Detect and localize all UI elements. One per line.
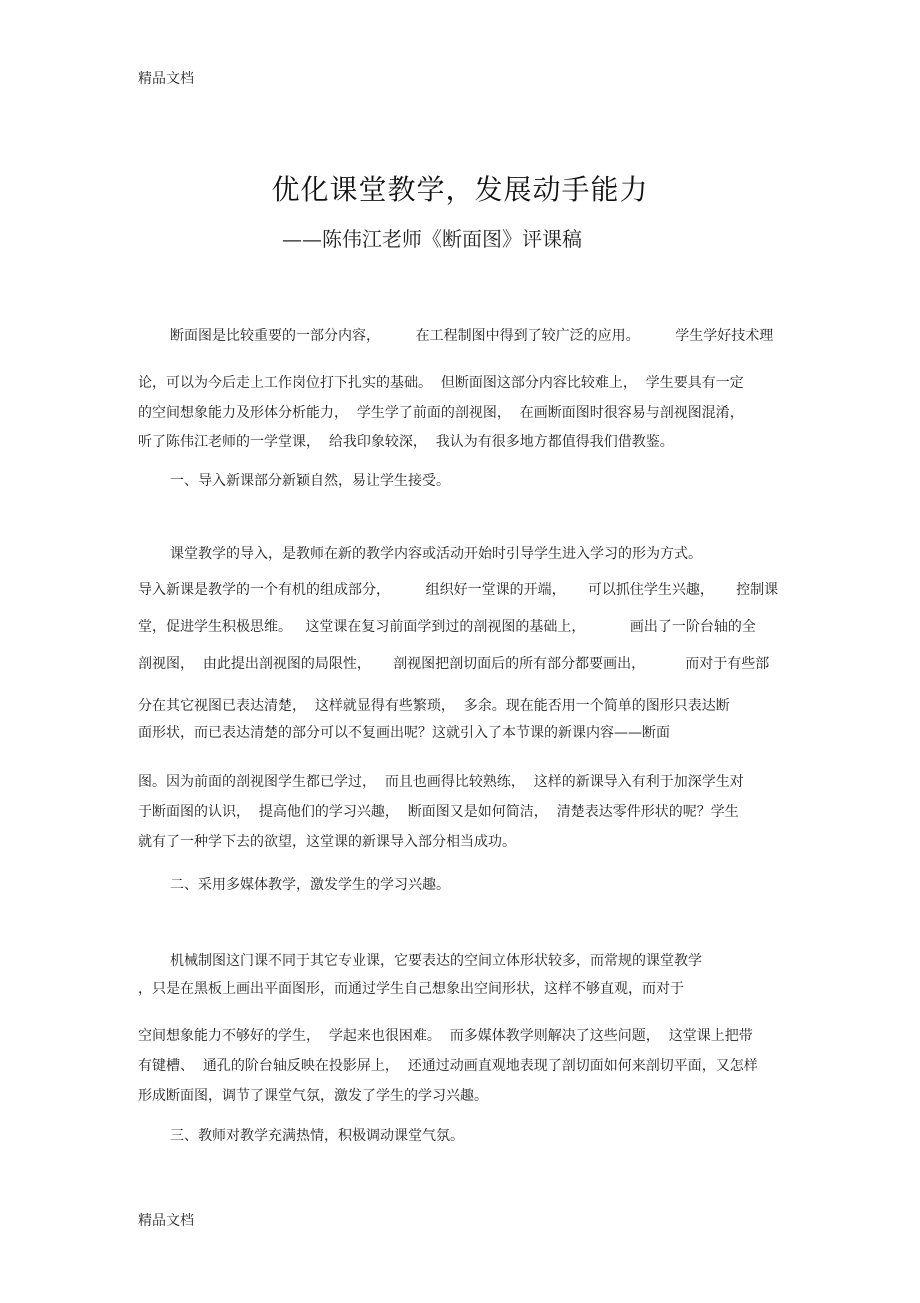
section-heading: 一、导入新课部分新颖自然，易让学生接受。	[170, 473, 450, 489]
page-header-label: 精品文档	[138, 71, 194, 87]
paragraph-line: 空间想象能力不够好的学生， 学起来也很困难。 而多媒体教学则解决了这些问题， 这堂课上把带	[138, 1028, 753, 1044]
paragraph-line: 断面图是比较重要的一部分内容， 在工程制图中得到了较广泛的应用。 学生学好技术理	[170, 328, 774, 344]
article-subtitle: ——陈伟江老师《断面图》评课稿	[282, 227, 582, 251]
paragraph-line: 分在其它视图已表达清楚， 这样就显得有些繁琐， 多余。现在能否用一个简单的图形只表达断	[138, 698, 730, 714]
paragraph-line: 论，可以为今后走上工作岗位打下扎实的基础。 但断面图这部分内容比较难上， 学生要具有一定	[138, 375, 744, 391]
paragraph-line: 形成断面图，调节了课堂气氛，激发了学生的学习兴趣。	[138, 1088, 488, 1104]
paragraph-line: 有键槽、 通孔的阶台轴反映在投影屏上， 还通过动画直观地表现了剖切面如何来剖切平面，又怎样	[138, 1058, 758, 1074]
paragraph-line: 堂，促进学生积极思维。 这堂课在复习前面学到过的剖视图的基础上， 画出了一阶台轴的全	[138, 619, 756, 635]
paragraph-line: 机械制图这门课不同于其它专业课，它要表达的空间立体形状较多，而常规的课堂教学	[170, 953, 702, 969]
paragraph-line: 的空间想象能力及形体分析能力， 学生学了前面的剖视图， 在画断面图时很容易与剖视图混淆，	[138, 405, 744, 421]
paragraph-line: 就有了一种学下去的欲望，这堂课的新课导入部分相当成功。	[138, 834, 516, 850]
paragraph-line: 面形状，而已表达清楚的部分可以不复画出呢？这就引入了本节课的新课内容——断面	[138, 725, 670, 741]
paragraph-line: 课堂教学的导入，是教师在新的教学内容或活动开始时引导学生进入学习的形为方式。	[170, 546, 702, 562]
page-footer-label: 精品文档	[138, 1213, 194, 1229]
paragraph-line: 听了陈伟江老师的一学堂课， 给我印象较深， 我认为有很多地方都值得我们借教鉴。	[138, 434, 674, 450]
paragraph-line: ，只是在黑板上画出平面图形，而通过学生自己想象出空间形状，这样不够直观，而对于	[138, 981, 684, 997]
paragraph-line: 导入新课是教学的一个有机的组成部分， 组织好一堂课的开端， 可以抓住学生兴趣， 控制课	[138, 582, 779, 598]
paragraph-line: 剖视图， 由此提出剖视图的局限性， 剖视图把剖切面后的所有部分都要画出， 而对于有些部	[138, 656, 770, 672]
article-title: 优化课堂教学，发展动手能力	[271, 173, 649, 206]
section-heading: 三、教师对教学充满热情，积极调动课堂气氛。	[170, 1128, 464, 1144]
paragraph-line: 图。因为前面的剖视图学生都已学过， 而且也画得比较熟练， 这样的新课导入有利于加深学生对	[138, 774, 744, 790]
section-heading: 二、采用多媒体教学，激发学生的学习兴趣。	[170, 877, 450, 893]
paragraph-line: 于断面图的认识， 提高他们的学习兴趣， 断面图又是如何简洁， 清楚表达零件形状的呢？学生	[138, 804, 739, 820]
